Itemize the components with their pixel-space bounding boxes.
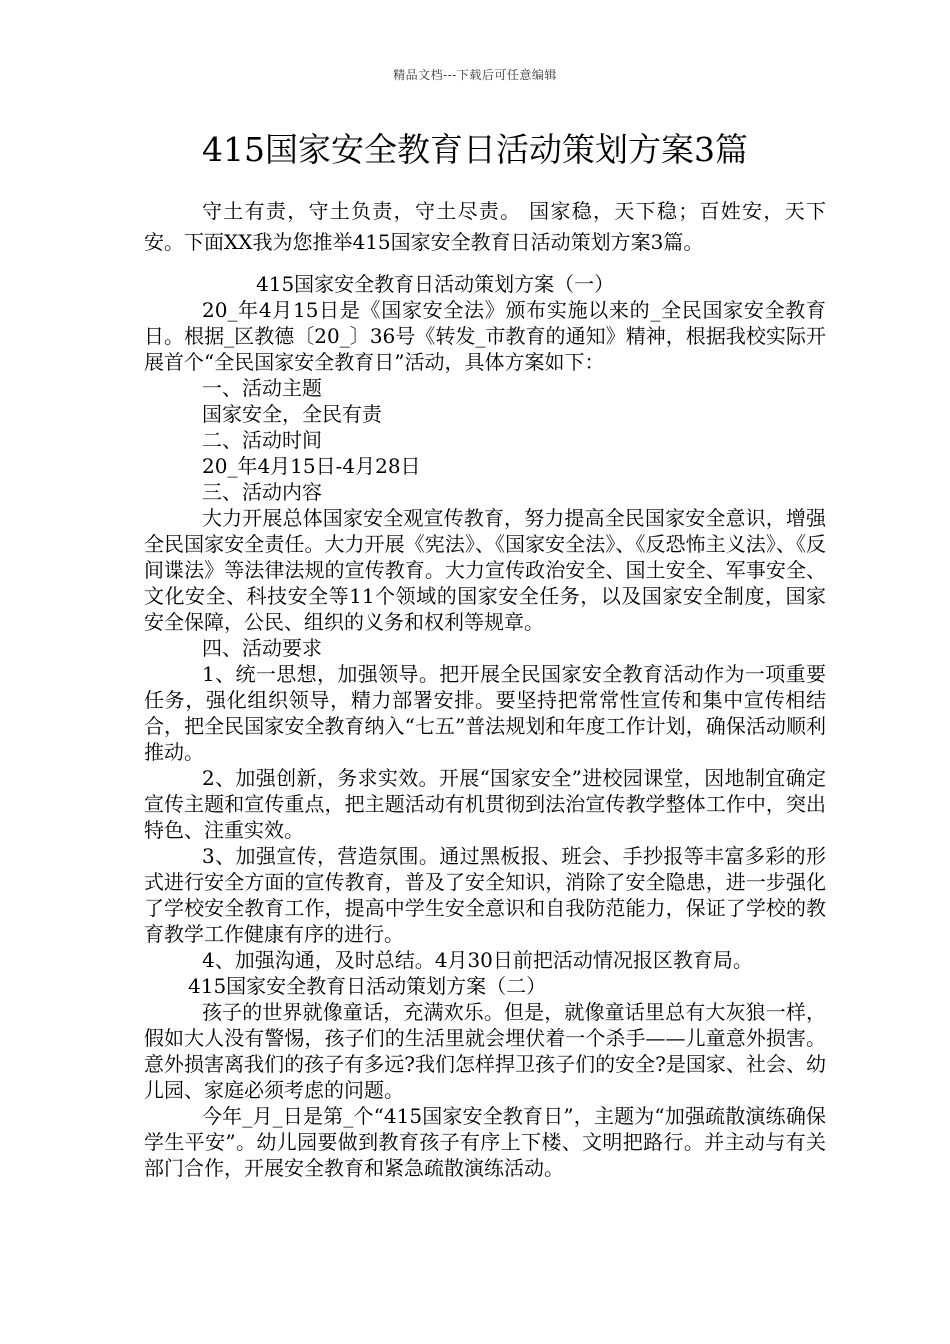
plan1-requirement-3: 3、加强宣传，营造氛围。通过黑板报、班会、手抄报等丰富多彩的形式进行安全方面的宣传教育，普及了安全知识，消除了安全隐患，进一步强化了学校安全教育工作，提高中学生安全意识和自我防范能力，保证了学校的教育教学工作健康有序的进行。: [144, 844, 826, 946]
plan1-section2-body: 20_年4月15日-4月28日: [202, 454, 421, 478]
plan1-section2-title: 二、活动时间: [202, 428, 322, 452]
plan1-section4-title: 四、活动要求: [202, 636, 322, 660]
plan1-intro-paragraph: 20_年4月15日是《国家安全法》颁布实施以来的_全民国家安全教育日。根据_区教德〔20_〕36号《转发_市教育的通知》精神，根据我校实际开展首个“全民国家安全教育日”活动，具体方案如下：: [144, 298, 826, 374]
plan2-paragraph-2: 今年_月_日是第_个“415国家安全教育日”，主题为“加强疏散演练确保学生平安”。幼儿园要做到教育孩子有序上下楼、文明把路行。并主动与有关部门合作，开展安全教育和紧急疏散演练活动。: [144, 1104, 826, 1180]
plan1-requirement-1: 1、统一思想，加强领导。把开展全民国家安全教育活动作为一项重要任务，强化组织领导，精力部署安排。要坚持把常常性宣传和集中宣传相结合，把全民国家安全教育纳入“七五”普法规划和年度工作计划，确保活动顺利推动。: [144, 662, 826, 764]
plan1-section3-body: 大力开展总体国家安全观宣传教育，努力提高全民国家安全意识，增强全民国家安全责任。大力开展《宪法》、《国家安全法》、《反恐怖主义法》、《反间谍法》等法律法规的宣传教育。大力宣传政治安全、国土安全、军事安全、文化安全、科技安全等11个领域的国家安全任务，以及国家安全制度，国家安全保障，公民、组织的义务和权利等规章。: [144, 506, 826, 634]
plan1-section1-body: 国家安全，全民有责: [202, 402, 382, 426]
intro-paragraph: 守土有责，守土负责，守土尽责。 国家稳，天下稳；百姓安，天下安。下面XX我为您推举415国家安全教育日活动策划方案3篇。: [144, 199, 826, 254]
plan1-heading: 415国家安全教育日活动策划方案（一）: [256, 272, 615, 296]
document-body: [144, 196, 826, 1181]
document-title: 415国家安全教育日活动策划方案3篇: [202, 130, 748, 169]
plan1-requirement-2: 2、加强创新，务求实效。开展“国家安全”进校园课堂，因地制宜确定宣传主题和宣传重点，把主题活动有机贯彻到法治宣传教学整体工作中，突出特色、注重实效。: [144, 766, 826, 842]
plan2-paragraph-1: 孩子的世界就像童话，充满欢乐。但是，就像童话里总有大灰狼一样，假如大人没有警惕，孩子们的生活里就会埋伏着一个杀手——儿童意外损害。意外损害离我们的孩子有多远?我们怎样捍卫孩子们的安全?是国家、社会、幼儿园、家庭必须考虑的问题。: [144, 1000, 826, 1102]
plan1-section3-title: 三、活动内容: [202, 480, 322, 504]
plan1-requirement-4: 4、加强沟通，及时总结。4月30日前把活动情况报区教育局。: [202, 948, 753, 972]
plan1-section1-title: 一、活动主题: [202, 376, 322, 400]
header-note: 精品文档---下载后可任意编辑: [393, 68, 557, 82]
plan2-heading: 415国家安全教育日活动策划方案（二）: [188, 974, 547, 998]
